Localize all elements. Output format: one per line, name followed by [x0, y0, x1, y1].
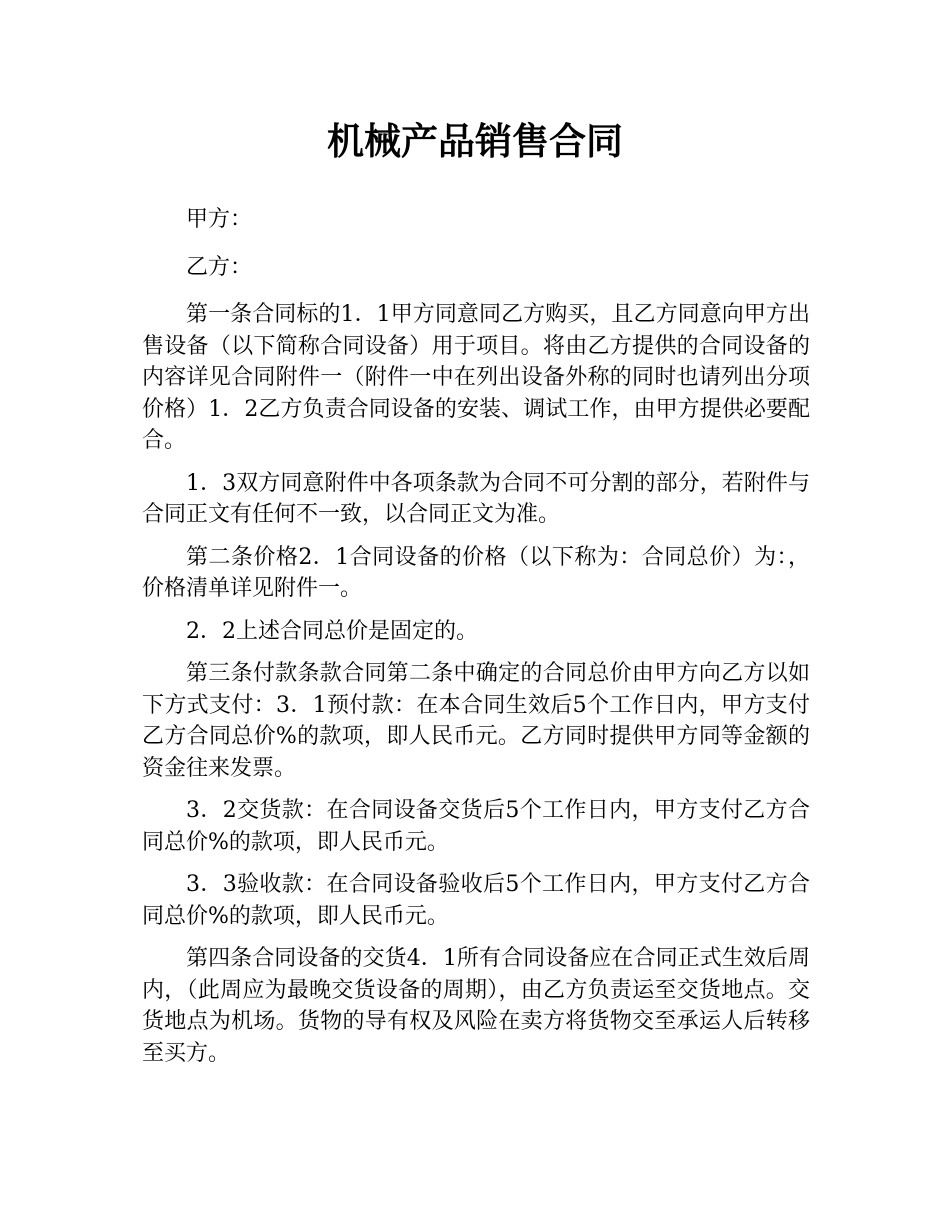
paragraph-clause-3-2: 3．2交货款：在合同设备交货后5个工作日内，甲方支付乙方合同总价%的款项，即人民币元。 [142, 798, 810, 855]
party-b-line: 乙方： [186, 254, 253, 280]
party-a-line: 甲方： [186, 207, 253, 232]
paragraph-clause-3-3: 3．3验收款：在合同设备验收后5个工作日内，甲方支付乙方合同总价%的款项，即人民币元。 [142, 872, 810, 929]
paragraph-clause-2-2: 2．2上述合同总价是固定的。 [186, 618, 478, 644]
paragraph-clause-1-3: 1．3双方同意附件中各项条款为合同不可分割的部分，若附件与合同正文有任何不一致，以合同正文为准。 [142, 470, 810, 527]
document-body [142, 204, 810, 1080]
document-title: 机械产品销售合同 [327, 120, 623, 163]
paragraph-article-2: 第二条价格2．1合同设备的价格（以下称为：合同总价）为：，价格清单详见附件一。 [142, 544, 810, 601]
paragraph-article-4: 第四条合同设备的交货4．1所有合同设备应在合同正式生效后周内，（此周应为最晚交货设备的周期），由乙方负责运至交货地点。交货地点为机场。货物的导有权及风险在卖方将货物交至承运人后转移至买方。 [142, 946, 810, 1066]
paragraph-article-3: 第三条付款条款合同第二条中确定的合同总价由甲方向乙方以如下方式支付：3．1预付款：在本合同生效后5个工作日内，甲方支付乙方合同总价%的款项，即人民币元。乙方同时提供甲方同等金额的资金往来发票。 [142, 661, 810, 781]
paragraph-article-1: 第一条合同标的1．1甲方同意同乙方购买，且乙方同意向甲方出售设备（以下简称合同设备）用于项目。将由乙方提供的合同设备的内容详见合同附件一（附件一中在列出设备外称的同时也请列出分项价格）1．2乙方负责合同设备的安装、调试工作，由甲方提供必要配合。 [142, 302, 810, 453]
